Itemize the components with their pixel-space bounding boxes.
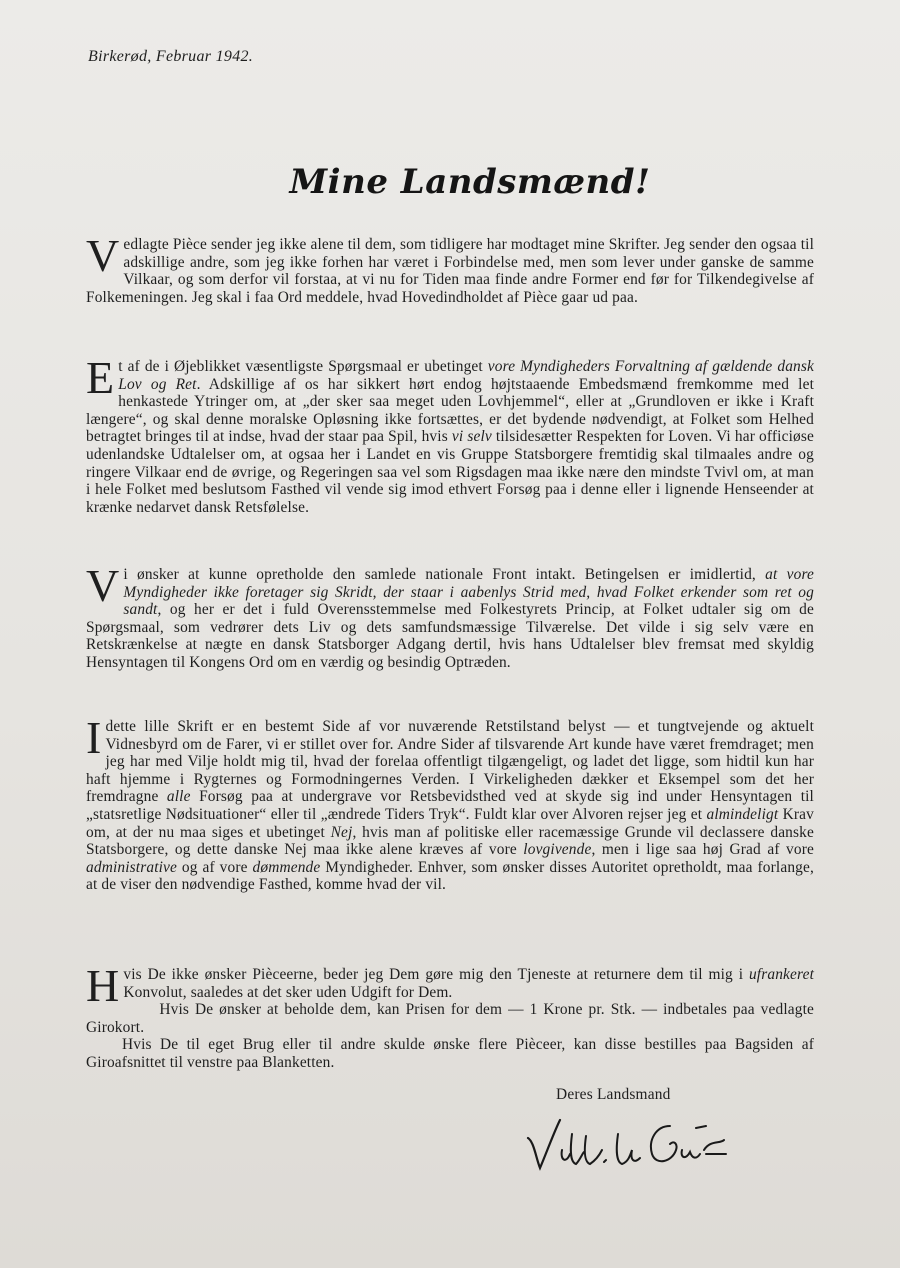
letter-date: Birkerød, Februar 1942. — [88, 48, 254, 65]
drop-cap: V — [86, 560, 120, 611]
paragraph-1 — [86, 230, 814, 306]
paragraph-text: t af de i Øjeblikket væsentligste Spørgsmaal er ubetinget — [118, 358, 488, 375]
emphasis-text: vi selv — [451, 428, 492, 446]
paragraph-text: edlagte Pièce sender jeg ikke alene til dem, som tidligere har modtaget mine Skrifter. Jeg sender den ogsaa til adskillige andre, som jeg ikke forhen har været i Forbindelse med, men som lever under ganske de samme Vilkaar, og som derfor vil forstaa, at vi nu for Tiden maa finde andre Former end før for Tilkendegivelse af Folkemeningen. Jeg skal i faa Ord meddele, hvad Hovedindholdet af Pièce gaar ud paa. — [86, 236, 814, 306]
drop-cap: E — [86, 352, 115, 403]
paragraph-text: Myndigheder. Enhver, som ønsker disses Autoritet opretholdt, maa forlange, at de viser den nødvendige Fasthed, komme hvad der vil. — [86, 858, 814, 894]
drop-cap: V — [86, 230, 120, 281]
paragraph-text: . Adskillige af os har sikkert hørt endog højtstaaende Embedsmænd fremkomme med let henkastede Ytringer om, at „der sker saa meget uden Lovhjemmel“, eller at „Grundloven er ikke i Kraft længere“, og skal denne moralske Opløsning ikke fortsættes, er det bydende nødvendigt, at Folket som Helhed betragtet bringes til at indse, hvad der staar paa Spil, hvis — [86, 375, 814, 446]
paragraph-text: , men i lige saa høj Grad af vore — [591, 841, 814, 859]
paragraph-5 — [86, 960, 814, 1072]
emphasis-text: dømmende — [252, 858, 321, 876]
letter-heading: Mine Landsmænd! — [289, 162, 651, 202]
paragraph-text: Hvis De til eget Brug eller til andre skulde ønske flere Pièceer, kan disse bestilles paa Bagsiden af Giroafsnittet til venstre paa Blanketten. — [86, 1036, 814, 1071]
paragraph-text: og af vore — [177, 858, 253, 876]
paragraph-text: , og her er det i fuld Overensstemmelse med Folkestyrets Princip, at Folket udtaler sig om de Spørgsmaal, som vedrører dets Liv og dets samfundsmæssige Tilværelse. Det vilde i sig selv være en Retskrænkelse at nægte en dansk Statsborger Adgang dertil, hvis hans Udtalelser blev fremsat med skyldig Hensyntagen til Kongens Ord om en værdig og besindig Optræden. — [86, 601, 814, 671]
paragraph-text: Hvis De ønsker at beholde dem, kan Prisen for dem — 1 Krone pr. Stk. — indbetales paa vedlagte Girokort. — [86, 1001, 814, 1036]
emphasis-text: administrative — [86, 858, 178, 876]
paragraph-text: , hvis man af politiske eller racemæssige Grunde vil declassere danske Statsborgere, og dette danske Nej maa ikke alene kræves af vore — [86, 823, 814, 859]
emphasis-text: ufrankeret — [748, 966, 814, 983]
paragraph-4 — [86, 712, 814, 894]
closing-salutation: Deres Landsmand — [556, 1086, 671, 1103]
emphasis-text: Nej — [330, 823, 353, 841]
emphasis-text: lovgivende — [523, 841, 592, 859]
paragraph-text: Konvolut, saaledes at det sker uden Udgift for Dem. — [123, 983, 453, 1001]
paragraph-text: Forsøg paa at undergrave vor Retsbevidsthed ved at skyde sig ind under Hensyntagen til „statsretlige Nødsituationer“ eller til „ændrede Tiders Tryk“. Fuldt klar over Alvoren rejser jeg et — [86, 788, 814, 823]
paragraph-2 — [86, 352, 815, 516]
emphasis-text: alle — [166, 788, 191, 806]
paragraph-text: dette lille Skrift er en bestemt Side af vor nuværende Retstilstand belyst — et tungtvejende og aktuelt Vidnesbyrd om de Farer, vi er stillet over for. Andre Sider af tilsvarende Art kunde have været fremdraget; men jeg har med Vilje holdt mig til, hvad der forelaa offentligt tilgængeligt, og ladet det ligge, som hidtil kun har haft hjemme i Rygternes og Formodningernes Verden. I Virkeligheden dækker et Eksempel som det her fremdragne — [86, 718, 814, 806]
paragraph-text: vis De ikke ønsker Pièceerne, beder jeg Dem gøre mig den Tjeneste at returnere dem til mig i — [123, 966, 749, 983]
paragraph-text: tilsidesætter Respekten for Loven. Vi har officiøse udenlandske Udtalelser om, at ogsaa her i Landet en vis Gruppe Statsborgere fremtidig skal tilmaales andre og ringere Vilkaar end de øvrige, og Regeringen saa vel som Rigsdagen maa ikke nære den mindste Tvivl om, at man i hele Folket med beslutsom Fasthed vil vende sig imod ethvert Forsøg paa i denne eller i lignende Henseender at krænke nedarvet dansk Retsfølelse. — [86, 428, 814, 516]
drop-cap: I — [86, 712, 102, 763]
emphasis-text: at vore Myndigheder ikke foretager sig Skridt, der staar i aabenlys Strid med, hvad Folket erkender som ret og sandt — [123, 566, 814, 619]
emphasis-text: almindeligt — [706, 805, 779, 823]
drop-cap: H — [86, 960, 120, 1011]
paragraph-text: i ønsker at kunne opretholde den samlede nationale Front intakt. Betingelsen er imidlertid, — [123, 566, 766, 583]
emphasis-text: vore Myndigheders Forvaltning af gældende dansk Lov og Ret — [118, 358, 815, 393]
paragraph-text: Krav om, at der nu maa siges et ubetinget — [86, 805, 814, 841]
paragraph-3 — [86, 560, 814, 672]
signature-image — [520, 1110, 740, 1180]
